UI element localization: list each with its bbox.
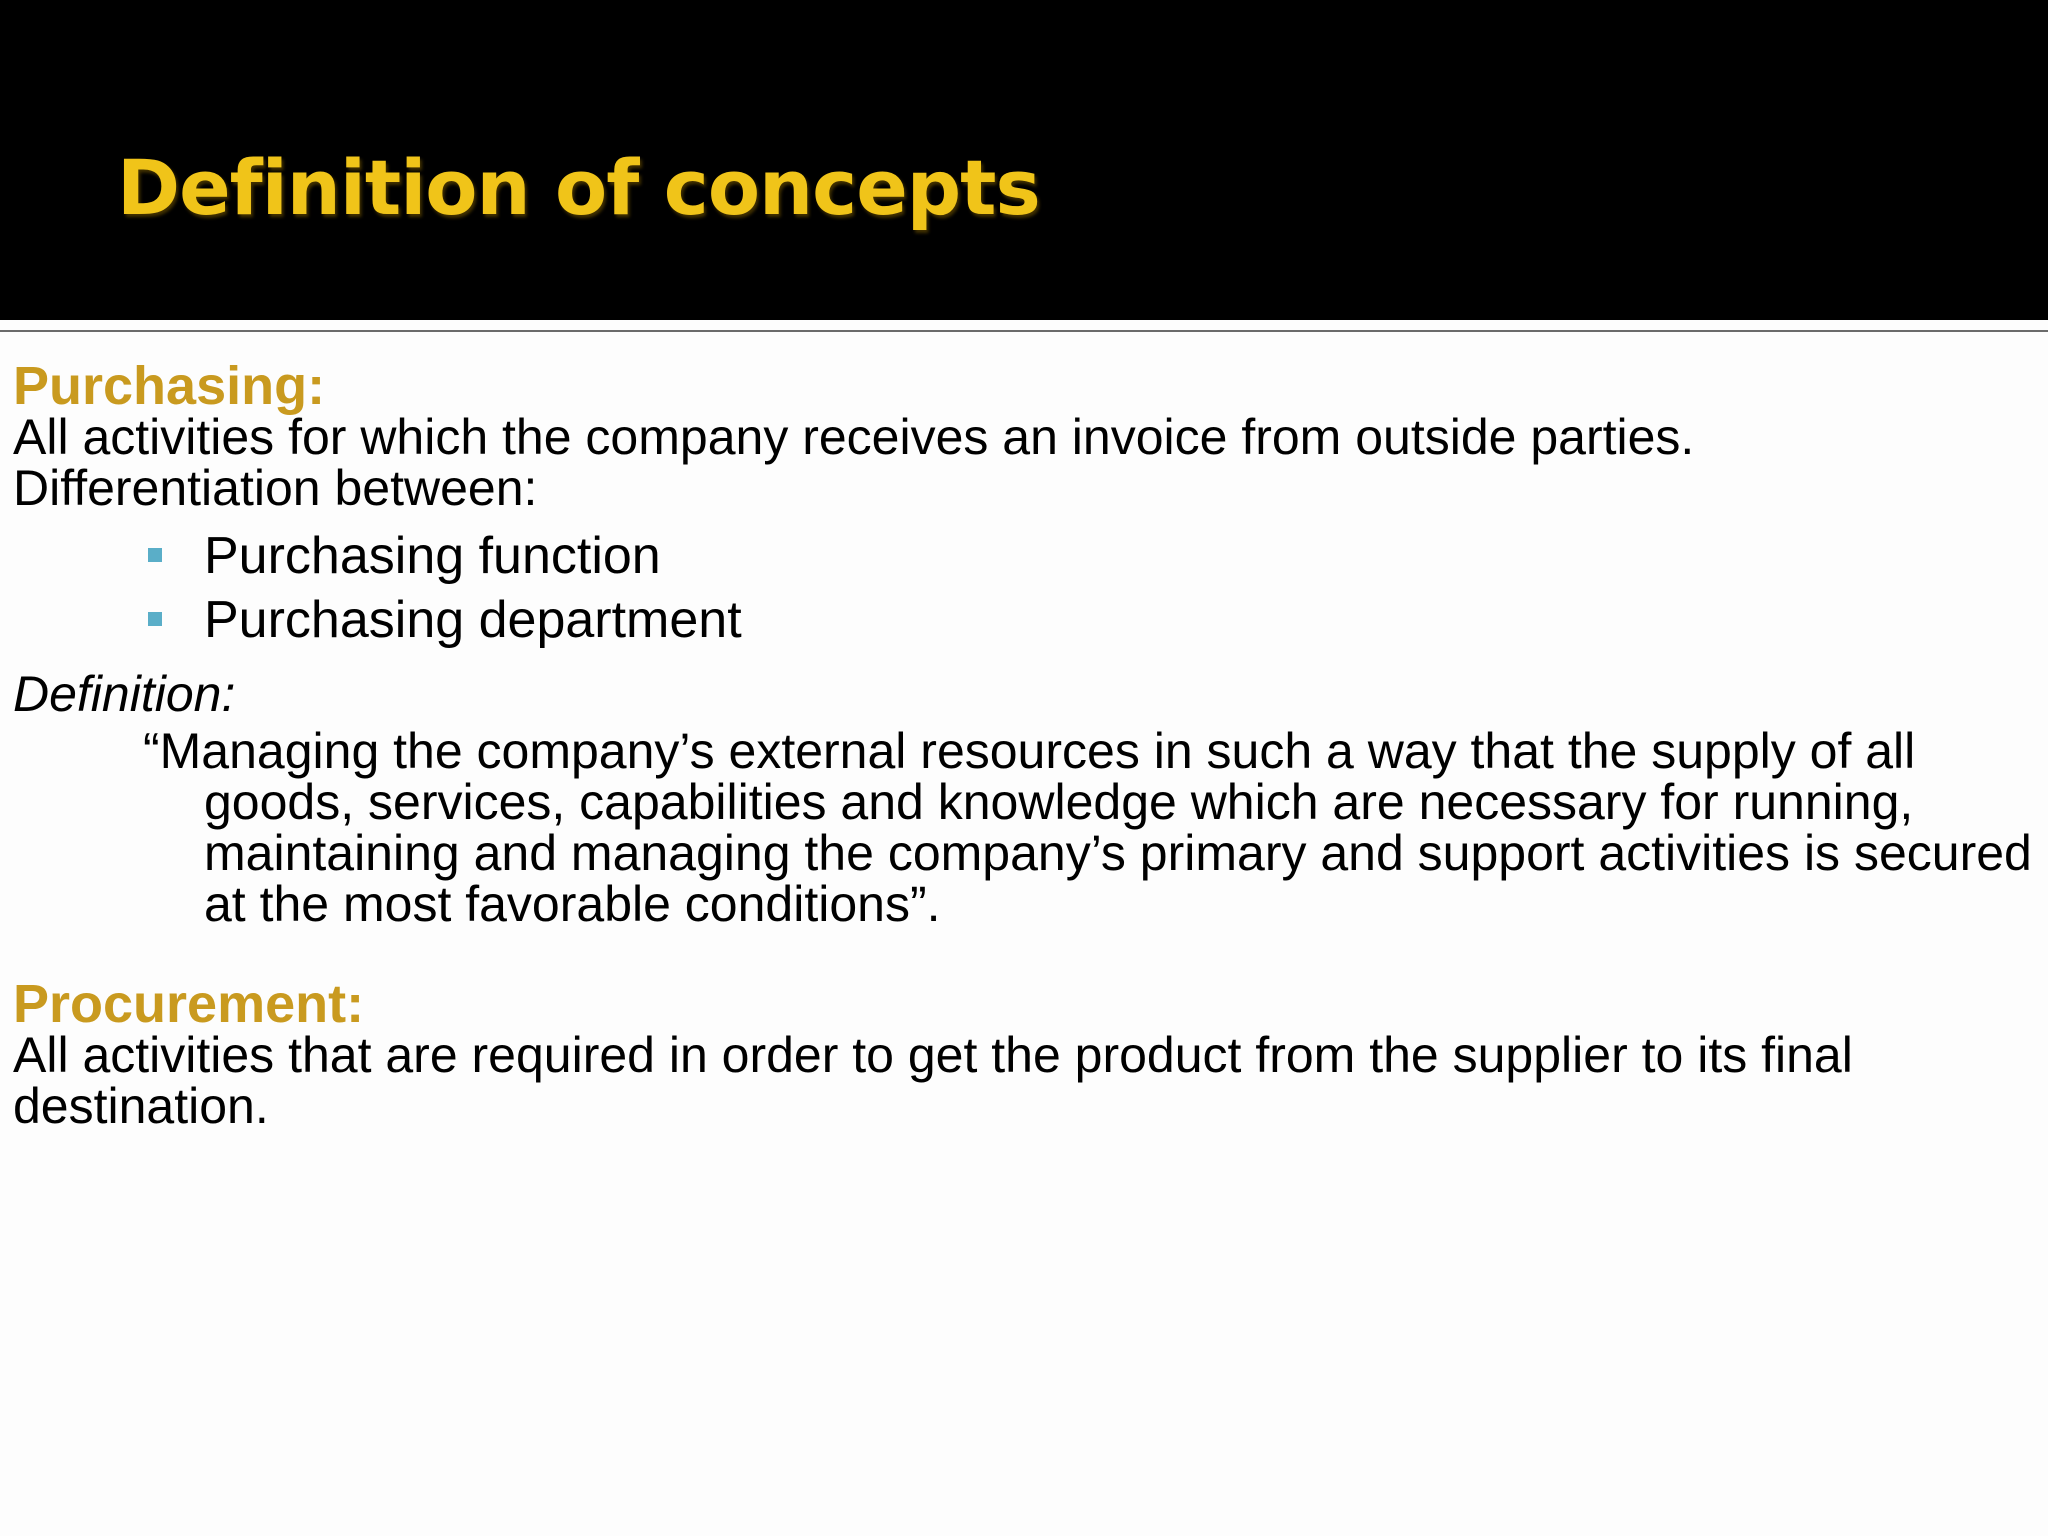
list-item-label: Purchasing department — [204, 591, 742, 649]
definition-quote: “Managing the company’s external resources in such a way that the supply of all goods, services, capabilities and knowledge which are necessary for running, maintaining and managing the company’s primary and support activities is secured at the most favorable conditions”. — [143, 723, 2032, 932]
differentiation-text: Differentiation between: — [13, 460, 538, 516]
list-item-label: Purchasing function — [204, 527, 661, 585]
slide-body — [13, 356, 2033, 1134]
square-bullet-icon — [148, 612, 162, 626]
title-bar — [0, 0, 2048, 320]
section-spacer — [13, 930, 2033, 978]
slide-title: Definition of concepts — [117, 143, 1040, 232]
procurement-description: All activities that are required in order to get the product from the supplier to its final destination. — [13, 1027, 1853, 1134]
differentiation-list — [13, 524, 2033, 652]
purchasing-heading: Purchasing: — [13, 356, 326, 416]
purchasing-description: All activities for which the company receives an invoice from outside parties. — [13, 409, 1695, 465]
title-divider — [0, 330, 2048, 332]
square-bullet-icon — [148, 548, 162, 562]
list-item — [13, 524, 2033, 588]
procurement-heading: Procurement: — [13, 974, 365, 1034]
definition-label: Definition: — [13, 666, 236, 722]
list-item — [13, 588, 2033, 652]
